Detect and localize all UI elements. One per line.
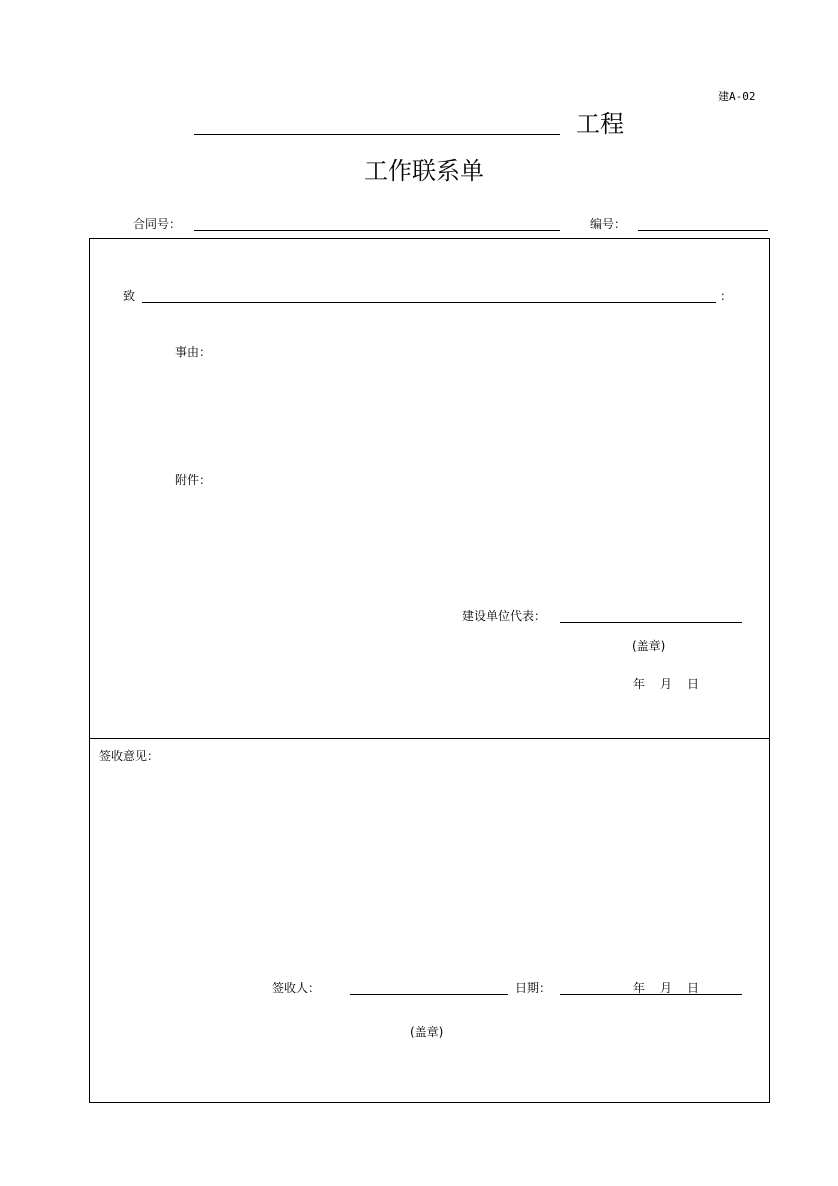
owner-seal-text: (盖章): [632, 639, 666, 653]
recipient-label: 致: [123, 289, 136, 303]
owner-representative-field[interactable]: [560, 622, 742, 623]
project-name-field[interactable]: [194, 134, 560, 135]
attachment-label: 附件：: [175, 473, 212, 487]
receiver-label: 签收人：: [272, 981, 321, 995]
owner-date-month: 月: [660, 677, 673, 691]
receipt-date-label: 日期：: [515, 981, 552, 995]
page-title: 工作联系单: [364, 157, 484, 185]
recipient-field[interactable]: [142, 302, 716, 303]
serial-number-field[interactable]: [638, 230, 768, 231]
project-suffix: 工程: [576, 110, 624, 138]
recipient-colon: ：: [720, 289, 733, 303]
owner-representative-label: 建设单位代表：: [462, 609, 547, 623]
owner-date-year: 年: [633, 677, 646, 691]
receipt-opinion-label: 签收意见：: [99, 749, 160, 763]
form-code: 建A-02: [718, 90, 756, 103]
reason-label: 事由：: [175, 345, 212, 359]
receipt-date-month: 月: [660, 981, 673, 995]
receipt-date-field[interactable]: [560, 994, 742, 995]
contract-number-field[interactable]: [194, 230, 560, 231]
contact-section: [89, 238, 770, 739]
receipt-date-year: 年: [633, 981, 646, 995]
receiver-field[interactable]: [350, 994, 508, 995]
receipt-section: [89, 738, 770, 1103]
owner-date-day: 日: [687, 677, 700, 691]
contract-number-label: 合同号：: [133, 217, 182, 231]
serial-number-label: 编号：: [590, 217, 627, 231]
receiver-seal-text: (盖章): [410, 1025, 444, 1039]
receipt-date-day: 日: [687, 981, 700, 995]
